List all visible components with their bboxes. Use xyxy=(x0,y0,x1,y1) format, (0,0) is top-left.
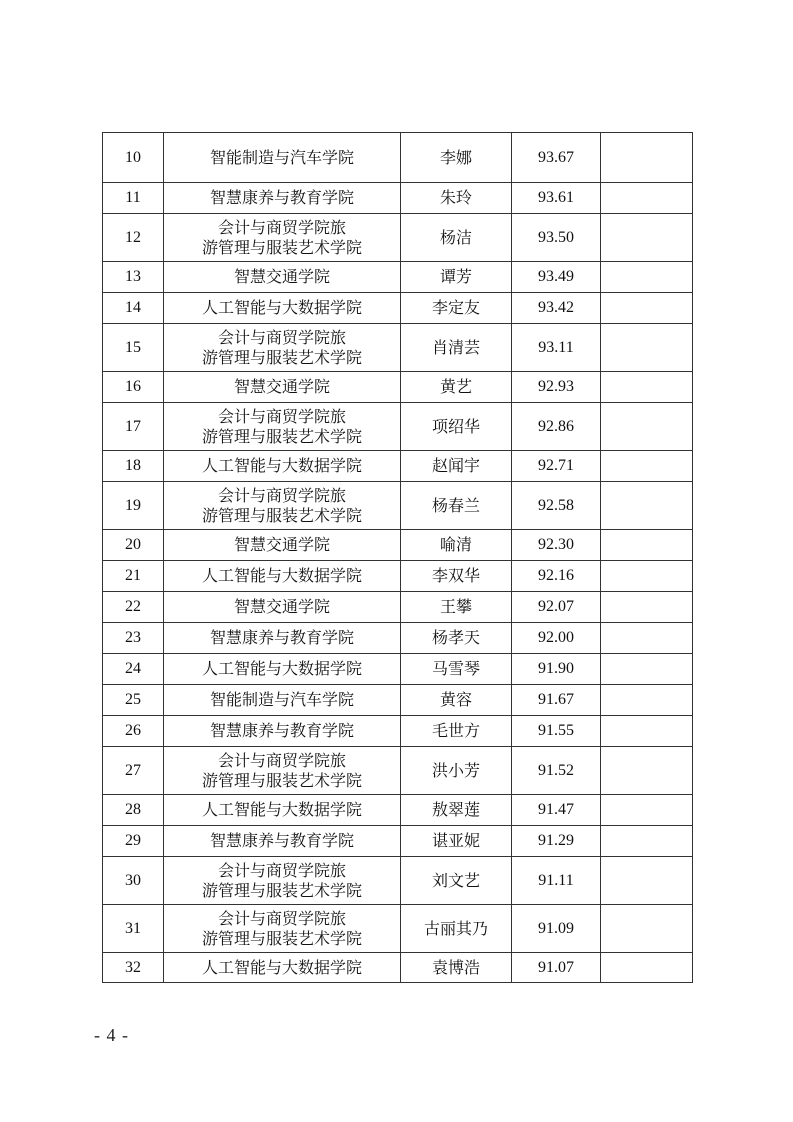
row-number-cell: 11 xyxy=(103,183,164,214)
name-cell: 敖翠莲 xyxy=(401,795,512,826)
note-cell xyxy=(601,324,693,372)
name-cell: 朱玲 xyxy=(401,183,512,214)
name-cell: 袁博浩 xyxy=(401,953,512,983)
table-row xyxy=(103,183,693,214)
row-number-cell: 29 xyxy=(103,826,164,857)
table-row xyxy=(103,561,693,592)
note-cell xyxy=(601,747,693,795)
note-cell xyxy=(601,183,693,214)
table-row xyxy=(103,857,693,905)
row-number-cell: 20 xyxy=(103,530,164,561)
name-cell: 喻清 xyxy=(401,530,512,561)
row-number-cell: 26 xyxy=(103,716,164,747)
row-number-cell: 28 xyxy=(103,795,164,826)
note-cell xyxy=(601,685,693,716)
row-number-cell: 27 xyxy=(103,747,164,795)
row-number-cell: 13 xyxy=(103,262,164,293)
college-cell: 智慧交通学院 xyxy=(164,262,401,293)
row-number-cell: 16 xyxy=(103,372,164,403)
table-row xyxy=(103,324,693,372)
score-cell: 92.86 xyxy=(512,403,601,451)
table-row xyxy=(103,214,693,262)
name-cell: 毛世方 xyxy=(401,716,512,747)
note-cell xyxy=(601,372,693,403)
row-number-cell: 10 xyxy=(103,133,164,183)
table-row xyxy=(103,795,693,826)
table-body xyxy=(103,133,693,983)
row-number-cell: 22 xyxy=(103,592,164,623)
name-cell: 刘文艺 xyxy=(401,857,512,905)
score-cell: 93.42 xyxy=(512,293,601,324)
table-row xyxy=(103,685,693,716)
note-cell xyxy=(601,403,693,451)
row-number-cell: 14 xyxy=(103,293,164,324)
note-cell xyxy=(601,293,693,324)
row-number-cell: 24 xyxy=(103,654,164,685)
name-cell: 黄容 xyxy=(401,685,512,716)
table-row xyxy=(103,747,693,795)
college-cell: 智慧康养与教育学院 xyxy=(164,826,401,857)
name-cell: 黄艺 xyxy=(401,372,512,403)
table-row xyxy=(103,133,693,183)
college-cell: 智能制造与汽车学院 xyxy=(164,685,401,716)
note-cell xyxy=(601,953,693,983)
name-cell: 项绍华 xyxy=(401,403,512,451)
college-cell: 会计与商贸学院旅 游管理与服装艺术学院 xyxy=(164,482,401,530)
row-number-cell: 31 xyxy=(103,905,164,953)
name-cell: 李娜 xyxy=(401,133,512,183)
score-cell: 92.16 xyxy=(512,561,601,592)
note-cell xyxy=(601,451,693,482)
score-cell: 92.07 xyxy=(512,592,601,623)
college-cell: 会计与商贸学院旅 游管理与服装艺术学院 xyxy=(164,747,401,795)
college-cell: 智慧康养与教育学院 xyxy=(164,716,401,747)
table-row xyxy=(103,372,693,403)
note-cell xyxy=(601,592,693,623)
row-number-cell: 12 xyxy=(103,214,164,262)
score-cell: 92.93 xyxy=(512,372,601,403)
college-cell: 智慧交通学院 xyxy=(164,592,401,623)
college-cell: 人工智能与大数据学院 xyxy=(164,293,401,324)
score-cell: 92.30 xyxy=(512,530,601,561)
note-cell xyxy=(601,826,693,857)
score-table xyxy=(102,132,693,983)
row-number-cell: 23 xyxy=(103,623,164,654)
table-row xyxy=(103,905,693,953)
college-cell: 智慧康养与教育学院 xyxy=(164,623,401,654)
table-row xyxy=(103,623,693,654)
name-cell: 杨洁 xyxy=(401,214,512,262)
college-cell: 智慧康养与教育学院 xyxy=(164,183,401,214)
table-row xyxy=(103,592,693,623)
college-cell: 智慧交通学院 xyxy=(164,372,401,403)
college-cell: 人工智能与大数据学院 xyxy=(164,953,401,983)
name-cell: 李定友 xyxy=(401,293,512,324)
score-cell: 93.61 xyxy=(512,183,601,214)
college-cell: 人工智能与大数据学院 xyxy=(164,451,401,482)
name-cell: 马雪琴 xyxy=(401,654,512,685)
table-row xyxy=(103,826,693,857)
name-cell: 古丽其乃 xyxy=(401,905,512,953)
table-row xyxy=(103,530,693,561)
row-number-cell: 17 xyxy=(103,403,164,451)
college-cell: 智能制造与汽车学院 xyxy=(164,133,401,183)
row-number-cell: 21 xyxy=(103,561,164,592)
name-cell: 王攀 xyxy=(401,592,512,623)
row-number-cell: 18 xyxy=(103,451,164,482)
score-cell: 91.52 xyxy=(512,747,601,795)
college-cell: 人工智能与大数据学院 xyxy=(164,654,401,685)
name-cell: 杨春兰 xyxy=(401,482,512,530)
note-cell xyxy=(601,654,693,685)
name-cell: 肖清芸 xyxy=(401,324,512,372)
table-row xyxy=(103,451,693,482)
row-number-cell: 19 xyxy=(103,482,164,530)
page-number: - 4 - xyxy=(94,1025,129,1045)
table-row xyxy=(103,293,693,324)
score-cell: 92.58 xyxy=(512,482,601,530)
college-cell: 会计与商贸学院旅 游管理与服装艺术学院 xyxy=(164,905,401,953)
row-number-cell: 32 xyxy=(103,953,164,983)
college-cell: 会计与商贸学院旅 游管理与服装艺术学院 xyxy=(164,857,401,905)
name-cell: 李双华 xyxy=(401,561,512,592)
score-cell: 93.50 xyxy=(512,214,601,262)
note-cell xyxy=(601,857,693,905)
note-cell xyxy=(601,482,693,530)
note-cell xyxy=(601,561,693,592)
row-number-cell: 25 xyxy=(103,685,164,716)
table-row xyxy=(103,953,693,983)
score-cell: 93.67 xyxy=(512,133,601,183)
college-cell: 会计与商贸学院旅 游管理与服装艺术学院 xyxy=(164,214,401,262)
note-cell xyxy=(601,214,693,262)
college-cell: 会计与商贸学院旅 游管理与服装艺术学院 xyxy=(164,403,401,451)
note-cell xyxy=(601,530,693,561)
name-cell: 谭芳 xyxy=(401,262,512,293)
score-cell: 93.11 xyxy=(512,324,601,372)
table-row xyxy=(103,403,693,451)
table-row xyxy=(103,482,693,530)
score-cell: 92.71 xyxy=(512,451,601,482)
name-cell: 谌亚妮 xyxy=(401,826,512,857)
name-cell: 赵闻宇 xyxy=(401,451,512,482)
note-cell xyxy=(601,623,693,654)
note-cell xyxy=(601,133,693,183)
row-number-cell: 30 xyxy=(103,857,164,905)
table-row xyxy=(103,654,693,685)
table-row xyxy=(103,262,693,293)
name-cell: 洪小芳 xyxy=(401,747,512,795)
note-cell xyxy=(601,716,693,747)
score-cell: 91.07 xyxy=(512,953,601,983)
row-number-cell: 15 xyxy=(103,324,164,372)
score-cell: 91.90 xyxy=(512,654,601,685)
score-cell: 91.09 xyxy=(512,905,601,953)
name-cell: 杨孝天 xyxy=(401,623,512,654)
table-row xyxy=(103,716,693,747)
score-cell: 91.29 xyxy=(512,826,601,857)
score-cell: 92.00 xyxy=(512,623,601,654)
note-cell xyxy=(601,262,693,293)
score-cell: 93.49 xyxy=(512,262,601,293)
note-cell xyxy=(601,795,693,826)
college-cell: 会计与商贸学院旅 游管理与服装艺术学院 xyxy=(164,324,401,372)
score-cell: 91.55 xyxy=(512,716,601,747)
score-cell: 91.67 xyxy=(512,685,601,716)
note-cell xyxy=(601,905,693,953)
score-cell: 91.11 xyxy=(512,857,601,905)
college-cell: 人工智能与大数据学院 xyxy=(164,561,401,592)
score-cell: 91.47 xyxy=(512,795,601,826)
college-cell: 人工智能与大数据学院 xyxy=(164,795,401,826)
college-cell: 智慧交通学院 xyxy=(164,530,401,561)
